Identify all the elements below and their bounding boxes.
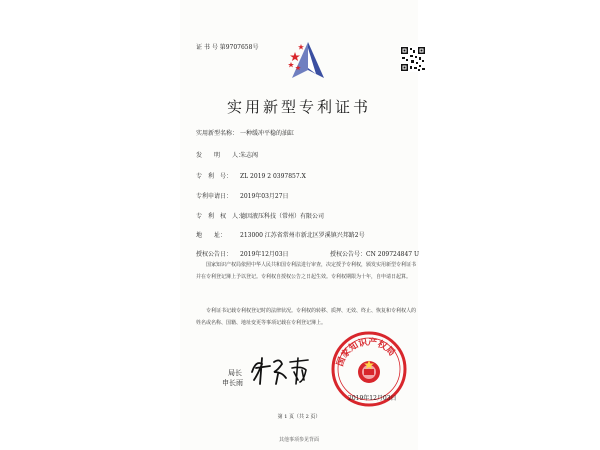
page-number: 第 1 页（共 2 页） [277, 414, 321, 420]
grant-date-label: 授权公告日： [196, 251, 233, 258]
patent-number-label: 专 利 号： [196, 173, 233, 180]
cnipa-logo-icon [286, 38, 330, 82]
patent-number-row [196, 173, 306, 180]
seal-date: 2019年12月03日 [348, 395, 397, 402]
filing-date-row [196, 193, 289, 200]
utility-name-label: 实用新型名称： [196, 130, 239, 137]
statement-paragraph-1: 国家知识产权局依照中华人民共和国专利法进行审查，决定授予专利权，颁发实用新型专利证书并在专利登记簿上予以登记。专利权自授权公告之日起生效。专利权期限为十年，自申请日起算。 [196, 262, 417, 280]
director-name: 申长雨 [222, 379, 243, 387]
utility-name-value: 一种缓冲平稳的油缸 [240, 130, 295, 137]
utility-name-row [196, 130, 294, 137]
patent-holder-row [196, 213, 324, 220]
inventor-label: 发 明 人： [196, 152, 245, 159]
statement-paragraph-2: 专利证书记载专利权登记时的法律状况。专利权的转移、质押、无效、终止、恢复和专利权人的姓名或名称、国籍、地址变更等事项记载在专利登记簿上。 [196, 308, 417, 326]
patent-holder-value: 德因液压科技（常州）有限公司 [240, 213, 325, 220]
certificate-number: 证 书 号 第9707658号 [196, 44, 259, 51]
address-row [196, 232, 365, 239]
grant-number-value: CN 209724847 U [366, 251, 420, 258]
filing-date-label: 专利申请日： [196, 193, 233, 200]
address-label: 地 址： [196, 232, 227, 239]
inventor-row [196, 152, 258, 159]
seal-text: 国家知识产权局 [335, 337, 397, 368]
filing-date-value: 2019年03月27日 [240, 193, 289, 200]
director-signature [246, 350, 312, 390]
patent-holder-label: 专 利 权 人： [196, 213, 245, 220]
footer-note: 其他事项参见背面 [278, 437, 319, 443]
address-value: 213000 江苏省常州市新北区罗溪镇兴邦路2号 [240, 232, 365, 239]
grant-number-label: 授权公告号： [330, 251, 367, 258]
qr-code-icon[interactable] [400, 46, 426, 72]
certificate-title: 实用新型专利证书 [226, 98, 371, 116]
grant-row [196, 251, 419, 258]
inventor-value: 朱志闯 [240, 152, 259, 159]
grant-date-value: 2019年12月03日 [240, 251, 289, 258]
patent-number-value: ZL 2019 2 0397857.X [240, 173, 306, 180]
director-title: 局长 [228, 369, 242, 377]
